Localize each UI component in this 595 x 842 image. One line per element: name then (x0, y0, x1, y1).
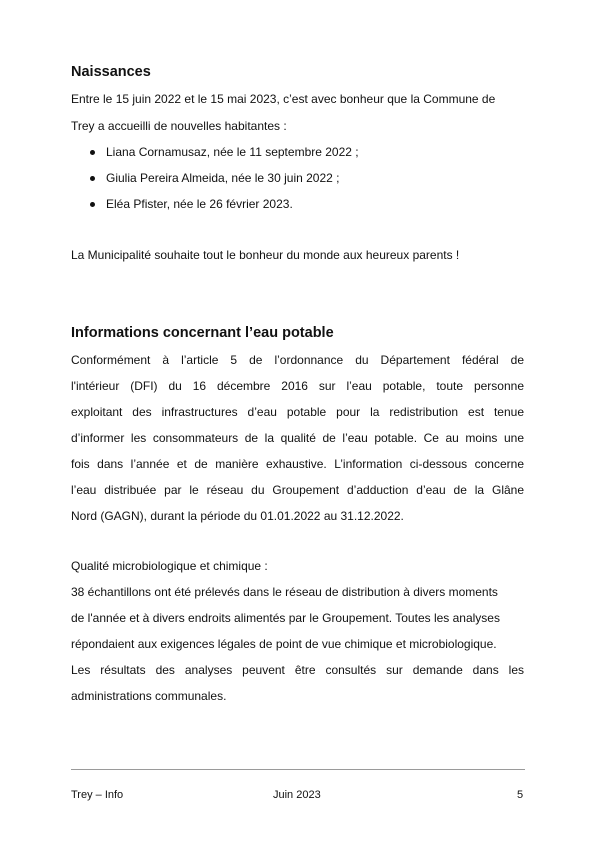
quality-paragraph-line: 38 échantillons ont été prélevés dans le réseau de distribution à divers moments (71, 585, 498, 599)
quality-paragraph-line: administrations communales. (71, 689, 227, 703)
bullet-icon (90, 202, 95, 207)
water-paragraph-line: Conformément à l’article 5 de l’ordonnance du Département fédéral de (71, 353, 524, 367)
water-paragraph-line: l’eau distribuée par le réseau du Groupement d’adduction d’eau de la Glâne (71, 483, 524, 497)
water-heading: Informations concernant l’eau potable (71, 325, 334, 341)
baby-entry: Eléa Pfister, née le 26 février 2023. (106, 197, 293, 211)
bullet-icon (90, 176, 95, 181)
baby-entry: Liana Cornamusaz, née le 11 septembre 2022 ; (106, 145, 359, 159)
baby-entry: Giulia Pereira Almeida, née le 30 juin 2022 ; (106, 171, 340, 185)
quality-label: Qualité microbiologique et chimique : (71, 559, 268, 573)
page-number: 5 (517, 789, 524, 801)
footer-date: Juin 2023 (273, 789, 321, 801)
water-paragraph-line: fois dans l’année et de manière exhaustive. L’information ci-dessous concerne (71, 457, 524, 471)
births-intro-line-2: Trey a accueilli de nouvelles habitantes : (71, 119, 287, 133)
water-paragraph-line: Nord (GAGN), durant la période du 01.01.2022 au 31.12.2022. (71, 509, 404, 523)
water-paragraph-line: l'intérieur (DFI) du 16 décembre 2016 sur l’eau potable, toute personne (71, 379, 524, 393)
water-paragraph-line: d’informer les consommateurs de la qualité de l’eau potable. Ce au moins une (71, 431, 524, 445)
bullet-icon (90, 150, 95, 155)
quality-paragraph-line: répondaient aux exigences légales de point de vue chimique et microbiologique. (71, 637, 497, 651)
births-wishes: La Municipalité souhaite tout le bonheur du monde aux heureux parents ! (71, 248, 460, 262)
quality-paragraph-line: Les résultats des analyses peuvent être consultés sur demande dans les (71, 663, 524, 677)
footer-divider (71, 769, 525, 770)
births-intro-line-1: Entre le 15 juin 2022 et le 15 mai 2023, c’est avec bonheur que la Commune de (71, 92, 496, 106)
births-heading: Naissances (71, 64, 151, 80)
quality-paragraph-line: de l'année et à divers endroits alimentés par le Groupement. Toutes les analyses (71, 611, 500, 625)
footer-publication: Trey – Info (71, 789, 124, 801)
water-paragraph-line: exploitant des infrastructures d’eau potable pour la redistribution est tenue (71, 405, 524, 419)
